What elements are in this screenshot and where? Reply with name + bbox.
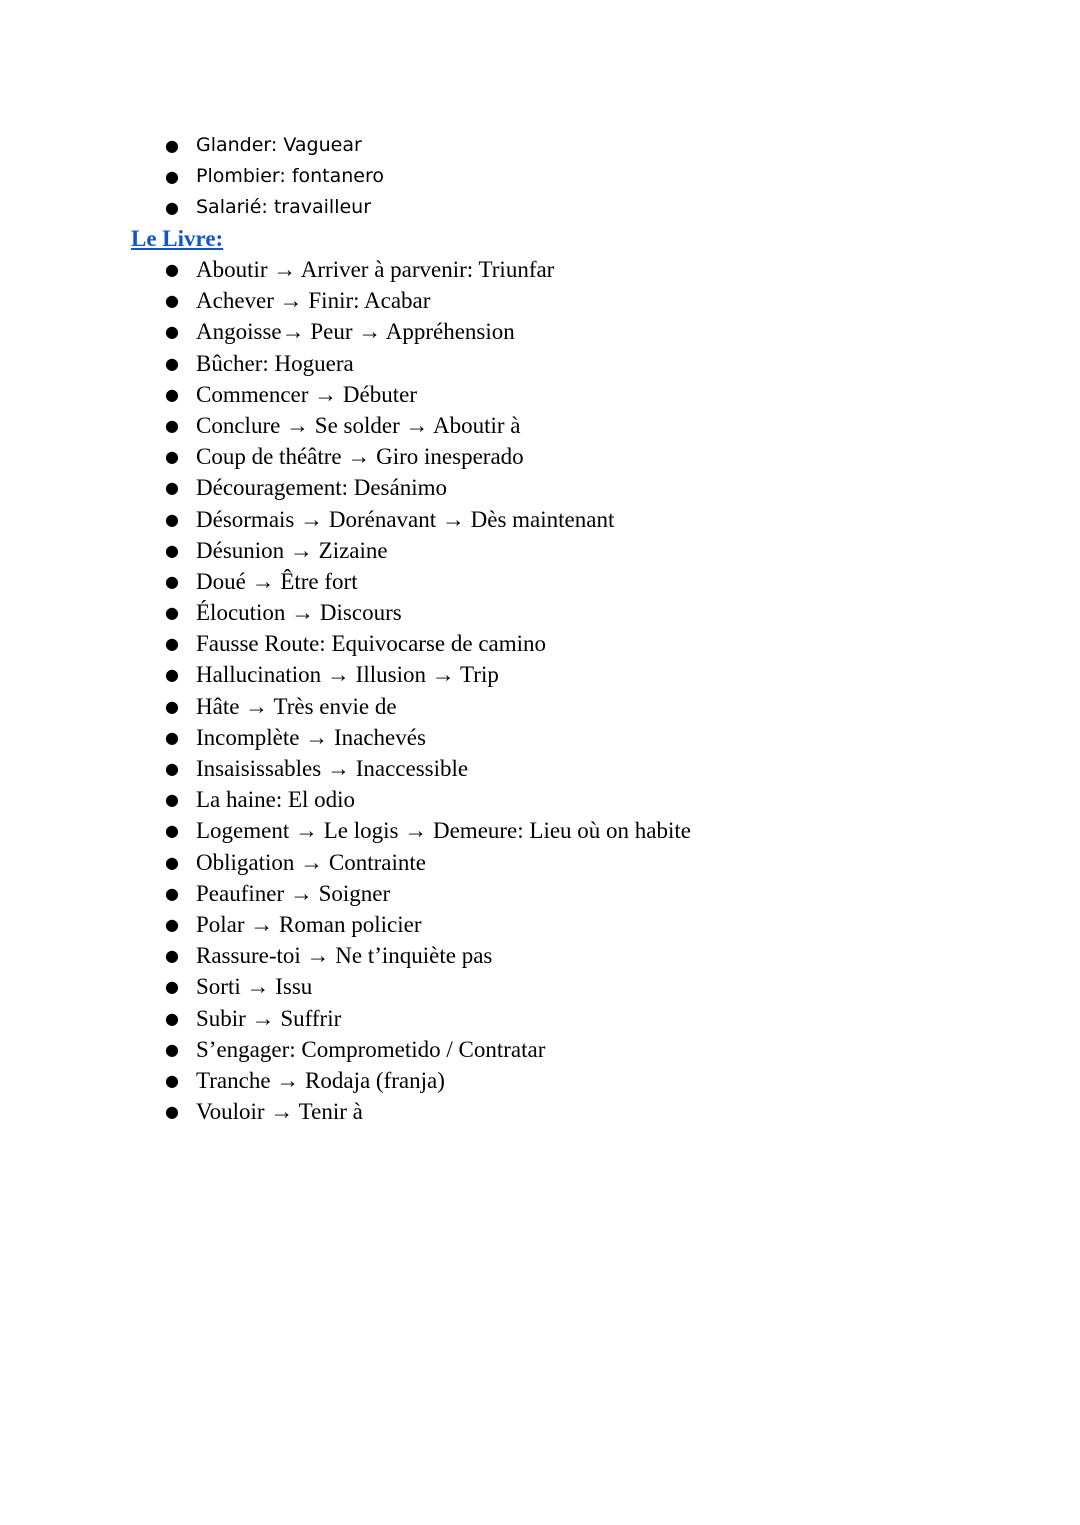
list-item <box>0 815 691 846</box>
bullet-icon: ● <box>165 291 179 311</box>
bullet-icon: ● <box>165 198 179 218</box>
bullet-icon: ● <box>165 571 179 591</box>
bullet-icon: ● <box>165 167 179 187</box>
bullet-icon: ● <box>165 946 179 966</box>
list-item-text: Subir → Suffrir <box>196 1005 342 1031</box>
list-item-text: Vouloir → Tenir à <box>196 1099 363 1125</box>
list-item <box>0 348 691 379</box>
list-item-text: Élocution → Discours <box>196 600 402 626</box>
list-item <box>0 847 691 878</box>
list-item-text: Incomplète → Inachevés <box>196 724 426 750</box>
list-item <box>0 535 691 566</box>
list-item-text: Conclure → Se solder → Aboutir à <box>196 412 521 438</box>
list-item <box>0 254 691 285</box>
bullet-icon: ● <box>165 696 179 716</box>
list-item <box>0 472 691 503</box>
list-item <box>0 566 691 597</box>
list-item-text: Découragement: Desánimo <box>196 475 447 501</box>
list-item-text: Sorti → Issu <box>196 974 313 1000</box>
bullet-icon: ● <box>165 353 179 373</box>
list-item-text: Désunion → Zizaine <box>196 537 388 563</box>
bullet-icon: ● <box>165 136 179 155</box>
list-item-text: Tranche → Rodaja (franja) <box>196 1067 445 1093</box>
bullet-icon: ● <box>165 759 179 778</box>
list-item-text: Polar → Roman policier <box>196 911 422 937</box>
vocabulary-list <box>0 254 691 1127</box>
list-item <box>0 722 691 753</box>
list-item-text: Plombier: fontanero <box>196 165 385 188</box>
bullet-icon: ● <box>165 1070 179 1090</box>
bullet-icon: ● <box>165 790 179 810</box>
list-item <box>0 628 691 659</box>
list-item-text: La haine: El odio <box>196 787 356 813</box>
list-item-text: Angoisse→ Peur → Appréhension <box>196 319 515 345</box>
bullet-icon: ● <box>165 384 179 404</box>
section-heading: Le Livre: <box>131 226 224 251</box>
bullet-icon: ● <box>165 509 179 529</box>
bullet-icon: ● <box>165 727 179 747</box>
list-item-text: Fausse Route: Equivocarse de camino <box>196 631 547 657</box>
bullet-icon: ● <box>165 540 179 560</box>
bullet-icon: ● <box>165 852 179 872</box>
bullet-icon: ● <box>165 634 179 654</box>
list-item <box>0 192 384 223</box>
bullet-icon: ● <box>165 1008 179 1028</box>
list-item-text: Obligation → Contrainte <box>196 849 426 875</box>
list-item <box>0 316 691 347</box>
bullet-icon: ● <box>165 1039 179 1059</box>
list-item <box>0 441 691 472</box>
list-item <box>0 1003 691 1034</box>
list-item-text: Salarié: travailleur <box>196 196 372 219</box>
bullet-icon: ● <box>165 977 179 997</box>
bullet-icon: ● <box>165 447 179 467</box>
top-bullet-list <box>0 130 384 224</box>
list-item-text: Glander: Vaguear <box>196 134 362 156</box>
list-item <box>0 1065 691 1096</box>
list-item-text: Hâte → Très envie de <box>196 693 397 719</box>
list-item-text: Doué → Être fort <box>196 568 358 594</box>
list-item <box>0 691 691 722</box>
bullet-icon: ● <box>165 914 179 934</box>
bullet-icon: ● <box>165 415 179 435</box>
list-item-text: Commencer → Débuter <box>196 381 417 407</box>
list-item-text: Achever → Finir: Acabar <box>196 288 431 314</box>
list-item <box>0 753 691 784</box>
list-item-text: Bûcher: Hoguera <box>196 350 354 376</box>
list-item <box>0 1096 691 1127</box>
list-item <box>0 909 691 940</box>
list-item-text: Rassure-toi → Ne t’inquiète pas <box>196 943 493 969</box>
list-item <box>0 504 691 535</box>
bullet-icon: ● <box>165 260 179 279</box>
list-item-text: Insaisissables → Inaccessible <box>196 756 469 781</box>
list-item-text: S’engager: Comprometido / Contratar <box>196 1036 546 1062</box>
list-item <box>0 784 691 815</box>
list-item-text: Coup de théâtre → Giro inesperado <box>196 444 524 470</box>
list-item <box>0 659 691 690</box>
list-item <box>0 379 691 410</box>
list-item <box>0 971 691 1002</box>
list-item-text: Peaufiner → Soigner <box>196 880 391 906</box>
bullet-icon: ● <box>165 883 179 903</box>
list-item-text: Logement → Le logis → Demeure: Lieu où on habite <box>196 818 692 844</box>
list-item <box>0 940 691 971</box>
bullet-icon: ● <box>165 1102 179 1122</box>
bullet-icon: ● <box>165 603 179 623</box>
list-item <box>0 161 384 192</box>
bullet-icon: ● <box>165 821 179 841</box>
list-item <box>0 878 691 909</box>
list-item <box>0 1034 691 1065</box>
list-item-text: Désormais → Dorénavant → Dès maintenant <box>196 506 615 532</box>
list-item <box>0 597 691 628</box>
bullet-icon: ● <box>165 322 179 342</box>
list-item-text: Aboutir → Arriver à parvenir: Triunfar <box>196 257 555 282</box>
list-item <box>0 285 691 316</box>
bullet-icon: ● <box>165 665 179 685</box>
list-item <box>0 130 384 161</box>
list-item-text: Hallucination → Illusion → Trip <box>196 662 499 688</box>
bullet-icon: ● <box>165 478 179 498</box>
list-item <box>0 410 691 441</box>
